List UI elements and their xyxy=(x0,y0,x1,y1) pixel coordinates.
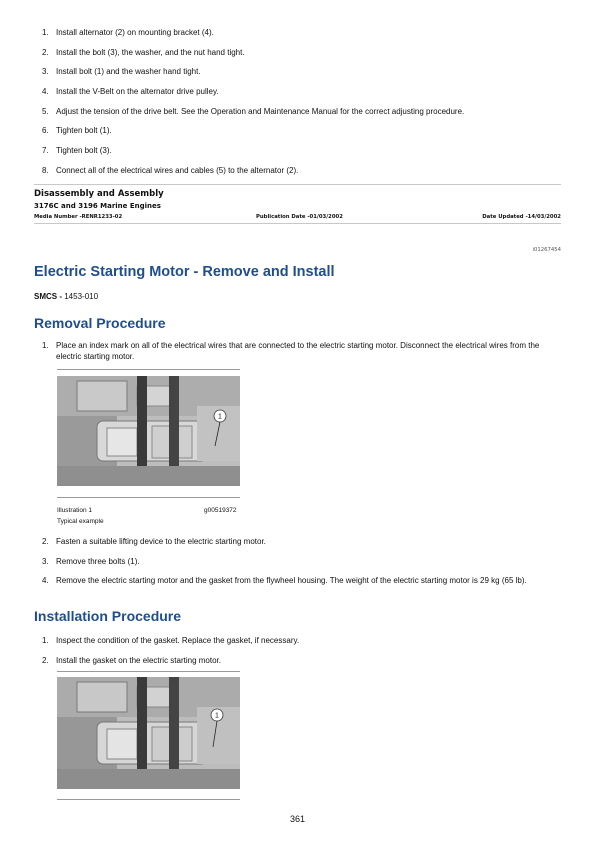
installation-heading: Installation Procedure xyxy=(34,608,182,624)
document-id: i01267454 xyxy=(532,247,561,253)
smcs-code: 1453-010 xyxy=(64,292,99,301)
illustration-top-rule xyxy=(57,369,240,370)
smcs-label: SMCS - xyxy=(34,292,62,301)
list-item: 6. Tighten bolt (1). xyxy=(42,126,112,136)
illustration-caption: Typical example xyxy=(57,518,104,525)
list-item: 3. Install bolt (1) and the washer hand tight. xyxy=(42,67,201,77)
list-item: 2. Install the gasket on the electric starting motor. xyxy=(42,655,221,665)
divider xyxy=(34,184,561,185)
installation-steps xyxy=(34,636,554,666)
list-item: 7. Tighten bolt (3). xyxy=(42,146,112,156)
divider xyxy=(34,223,561,224)
removal-steps xyxy=(34,537,554,587)
engine-model: 3176C and 3196 Marine Engines xyxy=(34,202,161,210)
illustration-bottom-rule xyxy=(57,497,240,498)
date-updated: Date Updated -14/03/2002 xyxy=(482,214,561,220)
list-item: 4. Install the V-Belt on the alternator drive pulley. xyxy=(42,87,219,97)
list-item: 8. Connect all of the electrical wires and cables (5) to the alternator (2). xyxy=(42,165,299,175)
section-title: Disassembly and Assembly xyxy=(34,189,164,199)
illustration-top-rule xyxy=(57,671,240,672)
page-title: Electric Starting Motor - Remove and Install xyxy=(34,264,335,280)
list-item: 2. Install the bolt (3), the washer, and the nut hand tight. xyxy=(42,47,245,57)
callout-1: 1 xyxy=(218,413,222,421)
list-item: 3. Remove three bolts (1). xyxy=(42,556,140,566)
list-item: 2. Fasten a suitable lifting device to the electric starting motor. xyxy=(42,537,266,546)
alternator-install-steps xyxy=(34,28,564,186)
list-item: 1. Install alternator (2) on mounting bracket (4). xyxy=(42,28,214,37)
page-number: 361 xyxy=(289,814,306,824)
publication-date: Publication Date -01/03/2002 xyxy=(256,214,343,220)
removal-step-1 xyxy=(34,341,554,362)
starter-motor-photo-install xyxy=(57,677,240,789)
illustration-label: Illustration 1 xyxy=(57,507,93,514)
starter-motor-image xyxy=(57,376,240,486)
illustration-code: g00519372 xyxy=(204,507,237,514)
starter-motor-photo xyxy=(57,376,240,486)
list-item: 1. Place an index mark on all of the electrical wires that are connected to the electric starting motor. Disconnect the electrical wires from the electric starting motor. xyxy=(42,341,540,361)
media-number: Media Number -RENR1233-02 xyxy=(34,214,123,220)
list-item: 5. Adjust the tension of the drive belt. See the Operation and Maintenance Manual for the correct adjusting procedure. xyxy=(42,106,465,116)
smcs-line xyxy=(34,292,98,301)
starter-motor-image xyxy=(57,677,240,789)
illustration-bottom-rule xyxy=(57,799,240,800)
list-item: 1. Inspect the condition of the gasket. Replace the gasket, if necessary. xyxy=(42,636,300,645)
callout-1: 1 xyxy=(215,712,219,720)
list-item: 4. Remove the electric starting motor and the gasket from the flywheel housing. The weight of the electric starting motor is 29 kg (65 lb). xyxy=(42,576,527,585)
removal-heading: Removal Procedure xyxy=(34,315,166,331)
